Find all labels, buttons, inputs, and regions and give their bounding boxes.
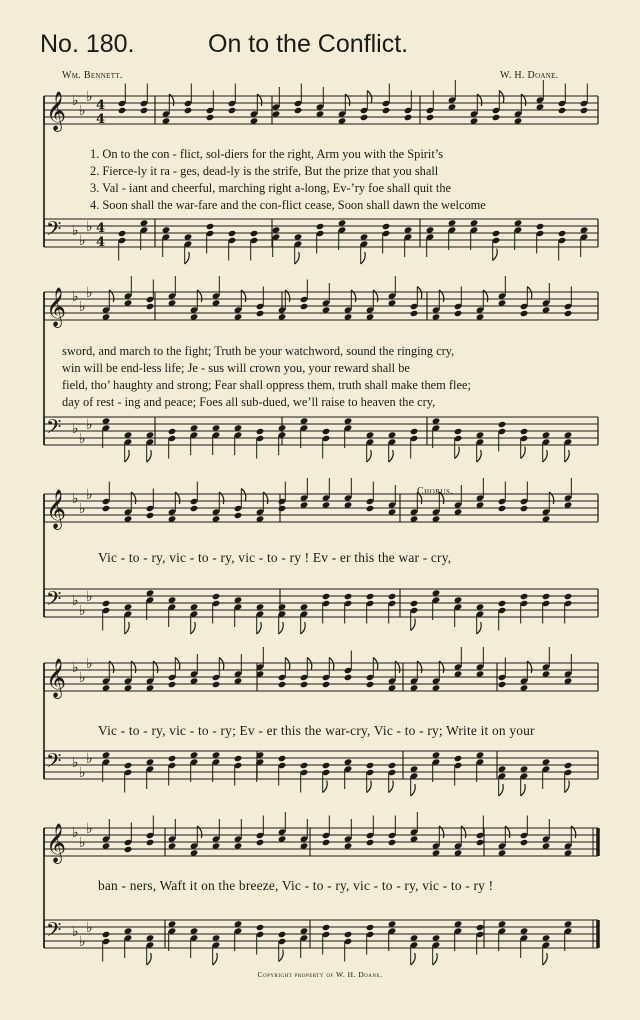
note-head — [382, 223, 391, 230]
note-flag — [279, 622, 284, 634]
note-flag — [499, 784, 504, 796]
verse-1-line-2: sword, and march to the fight; Truth be your watchword, sound the ringing cry, — [62, 344, 455, 358]
flat-sign: ♭ — [79, 765, 86, 781]
note-head — [322, 681, 331, 688]
note-head — [344, 674, 353, 681]
note-flag — [521, 784, 526, 796]
note-head — [124, 846, 133, 853]
note-head — [256, 924, 265, 931]
note-head — [366, 681, 375, 688]
verse-4-line-2: day of rest - ing and peace; Foes all sub-dued, we’ll raise to heaven the cry, — [62, 395, 436, 409]
flat-sign: ♭ — [86, 417, 93, 433]
flat-sign: ♭ — [79, 934, 86, 950]
treble-clef: 𝄞 — [46, 658, 67, 698]
note-head — [366, 505, 375, 512]
note-head — [140, 107, 149, 114]
flat-sign: ♭ — [72, 223, 79, 239]
note-head — [344, 593, 353, 600]
note-head — [564, 762, 573, 769]
note-head — [146, 303, 155, 310]
note-head — [558, 230, 567, 237]
note-flag — [323, 781, 328, 793]
verse-2-line-2: win will be end-less life; Je - sus will crown you, your reward shall be — [62, 361, 410, 375]
note-flag — [493, 249, 498, 261]
note-flag — [191, 622, 196, 634]
note-head — [212, 681, 221, 688]
note-flag — [389, 781, 394, 793]
verse-1-line-1: 1. On to the con - flict, sol-diers for the right, Arm you with the Spirit’s — [90, 147, 444, 161]
note-head — [278, 931, 287, 938]
flat-sign: ♭ — [86, 285, 93, 301]
flat-sign: ♭ — [86, 751, 93, 767]
note-flag — [455, 447, 460, 459]
note-flag — [477, 622, 482, 634]
author-credit: Wm. Bennett. — [62, 70, 123, 81]
flat-sign: ♭ — [79, 299, 86, 315]
note-flag — [295, 252, 300, 264]
note-head — [256, 428, 265, 435]
note-head — [228, 107, 237, 114]
note-head — [118, 230, 127, 237]
flat-sign: ♭ — [72, 289, 79, 305]
note-head — [542, 593, 551, 600]
note-head — [520, 310, 529, 317]
verse-3-line-2: field, tho’ haughty and strong; Fear shall oppress them, truth shall make them flee; — [62, 378, 471, 392]
note-head — [278, 505, 287, 512]
note-head — [294, 107, 303, 114]
note-head — [168, 428, 177, 435]
note-head — [360, 114, 369, 121]
flat-sign: ♭ — [72, 593, 79, 609]
flat-sign: ♭ — [72, 924, 79, 940]
note-head — [234, 755, 243, 762]
note-head — [580, 107, 589, 114]
note-head — [212, 593, 221, 600]
note-head — [520, 505, 529, 512]
note-head — [146, 512, 155, 519]
flat-sign: ♭ — [86, 487, 93, 503]
note-head — [118, 107, 127, 114]
note-head — [388, 593, 397, 600]
bass-clef: 𝄢 — [46, 749, 62, 777]
note-head — [228, 230, 237, 237]
note-head — [102, 505, 111, 512]
note-flag — [543, 450, 548, 462]
note-head — [102, 931, 111, 938]
composer-credit: W. H. Doane. — [500, 70, 559, 81]
note-flag — [147, 953, 152, 965]
treble-clef: 𝄞 — [46, 489, 67, 529]
note-head — [322, 924, 331, 931]
note-head — [322, 593, 331, 600]
note-head — [316, 223, 325, 230]
note-head — [300, 681, 309, 688]
note-head — [206, 114, 215, 121]
flat-sign: ♭ — [79, 103, 86, 119]
note-flag — [543, 953, 548, 965]
note-flag — [213, 953, 218, 965]
note-flag — [125, 622, 130, 634]
time-signature-bottom: 4 — [96, 112, 106, 127]
flat-sign: ♭ — [72, 660, 79, 676]
note-head — [382, 107, 391, 114]
note-flag — [411, 619, 416, 631]
note-head — [278, 681, 287, 688]
note-flag — [411, 953, 416, 965]
flat-sign: ♭ — [79, 431, 86, 447]
note-head — [168, 755, 177, 762]
note-head — [278, 755, 287, 762]
flat-sign: ♭ — [72, 825, 79, 841]
note-head — [404, 114, 413, 121]
note-head — [558, 107, 567, 114]
flat-sign: ♭ — [72, 755, 79, 771]
note-head — [234, 512, 243, 519]
note-head — [492, 114, 501, 121]
flat-sign: ♭ — [79, 670, 86, 686]
note-head — [454, 310, 463, 317]
note-head — [564, 593, 573, 600]
bass-clef: 𝄢 — [46, 587, 62, 615]
note-flag — [125, 450, 130, 462]
bass-clef: 𝄢 — [46, 217, 62, 245]
flat-sign: ♭ — [86, 656, 93, 672]
note-head — [410, 310, 419, 317]
note-head — [476, 924, 485, 931]
treble-clef: 𝄞 — [46, 287, 67, 327]
note-flag — [147, 450, 152, 462]
note-head — [388, 762, 397, 769]
note-head — [410, 600, 419, 607]
note-head — [366, 593, 375, 600]
note-flag — [389, 450, 394, 462]
note-flag — [565, 450, 570, 462]
note-flag — [433, 953, 438, 965]
flat-sign: ♭ — [79, 835, 86, 851]
flat-sign: ♭ — [86, 920, 93, 936]
chorus-lyric-2: Vic - to - ry, vic - to - ry; Ev - er this the war-cry, Vic - to - ry; Write it on your — [98, 723, 535, 738]
note-head — [366, 762, 375, 769]
treble-clef: 𝄞 — [46, 91, 67, 131]
note-flag — [257, 622, 262, 634]
treble-clef: 𝄞 — [46, 823, 67, 863]
flat-sign: ♭ — [86, 589, 93, 605]
flat-sign: ♭ — [86, 89, 93, 105]
note-head — [388, 839, 397, 846]
note-head — [454, 428, 463, 435]
time-signature-bottom: 4 — [96, 235, 106, 250]
note-head — [190, 505, 199, 512]
hymn-title: On to the Conflict. — [208, 30, 409, 58]
note-flag — [361, 252, 366, 264]
note-head — [124, 762, 133, 769]
flat-sign: ♭ — [86, 219, 93, 235]
note-head — [322, 839, 331, 846]
note-head — [498, 505, 507, 512]
note-head — [366, 924, 375, 931]
bass-clef: 𝄢 — [46, 918, 62, 946]
note-head — [102, 600, 111, 607]
note-head — [256, 839, 265, 846]
note-head — [520, 428, 529, 435]
note-head — [426, 114, 435, 121]
note-flag — [411, 784, 416, 796]
note-flag — [185, 252, 190, 264]
copyright-notice: Copyright property of W. H. Doane. — [257, 970, 383, 979]
note-head — [454, 755, 463, 762]
chorus-label: Chorus. — [417, 486, 454, 497]
hymn-number: No. 180. — [40, 30, 135, 58]
flat-sign: ♭ — [79, 603, 86, 619]
note-head — [300, 303, 309, 310]
note-head — [476, 839, 485, 846]
note-flag — [367, 450, 372, 462]
chorus-lyric-1: Vic - to - ry, vic - to - ry, vic - to - ry ! Ev - er this the war - cry, — [98, 550, 452, 565]
note-head — [492, 230, 501, 237]
note-head — [300, 762, 309, 769]
note-flag — [565, 781, 570, 793]
flat-sign: ♭ — [86, 821, 93, 837]
flat-sign: ♭ — [72, 93, 79, 109]
note-head — [184, 107, 193, 114]
verse-3-line-1: 3. Val - iant and cheerful, marching right a-long, Ev-’ry foe shall quit the — [90, 181, 452, 195]
verse-2-line-1: 2. Fierce-ly it ra - ges, dead-ly is the strife, But the prize that you shall — [90, 164, 439, 178]
bass-clef: 𝄢 — [46, 415, 62, 443]
time-signature-top: 4 — [96, 98, 106, 113]
flat-sign: ♭ — [72, 421, 79, 437]
note-head — [344, 931, 353, 938]
note-head — [410, 428, 419, 435]
note-flag — [279, 950, 284, 962]
note-flag — [301, 622, 306, 634]
chorus-lyric-3: ban - ners, Waft it on the breeze, Vic - to - ry, vic - to - ry, vic - to - ry ! — [98, 878, 494, 893]
note-head — [322, 762, 331, 769]
note-head — [498, 681, 507, 688]
note-head — [366, 839, 375, 846]
note-head — [250, 230, 259, 237]
flat-sign: ♭ — [72, 491, 79, 507]
note-head — [520, 593, 529, 600]
flat-sign: ♭ — [79, 501, 86, 517]
note-flag — [477, 450, 482, 462]
time-signature-top: 4 — [96, 221, 106, 236]
verse-4-line-1: 4. Soon shall the war-fare and the con-flict cease, Soon shall dawn the welcome — [90, 198, 486, 212]
note-head — [498, 600, 507, 607]
note-flag — [367, 781, 372, 793]
note-head — [168, 681, 177, 688]
note-head — [520, 839, 529, 846]
note-head — [322, 428, 331, 435]
flat-sign: ♭ — [79, 233, 86, 249]
note-head — [146, 839, 155, 846]
note-head — [564, 310, 573, 317]
note-head — [536, 223, 545, 230]
note-head — [256, 310, 265, 317]
note-head — [498, 421, 507, 428]
note-head — [206, 223, 215, 230]
note-flag — [521, 447, 526, 459]
